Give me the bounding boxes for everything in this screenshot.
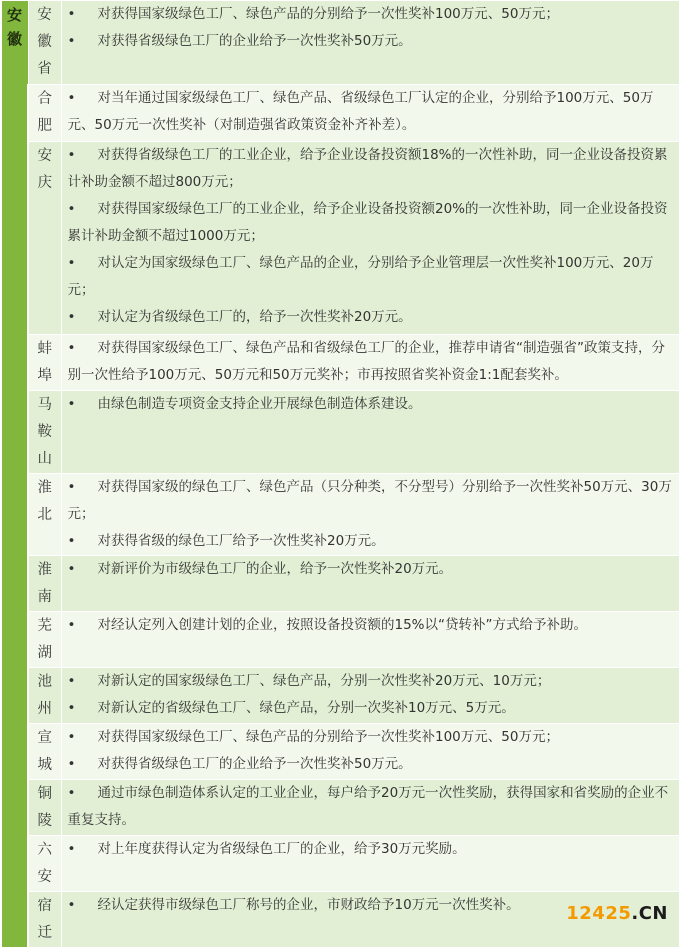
table-row <box>1 85 680 142</box>
policy-item <box>68 836 674 863</box>
policy-item <box>68 780 674 834</box>
bullet-icon: • <box>67 33 76 49</box>
city-cell <box>28 474 61 556</box>
policy-item <box>68 751 674 778</box>
table-row <box>1 668 680 724</box>
city-cell <box>28 335 61 391</box>
policy-content-cell <box>61 556 680 612</box>
policy-item-text: 对认定为国家级绿色工厂、绿色产品的企业，分别给予企业管理层一次性奖补100万元、20万元； <box>67 255 654 298</box>
bullet-icon: • <box>67 201 76 217</box>
policy-item <box>68 892 674 919</box>
policy-item <box>68 1 674 28</box>
city-cell <box>28 668 61 724</box>
city-name: 淮 南 <box>37 562 52 605</box>
city-cell <box>28 892 61 948</box>
table-row <box>1 1 680 85</box>
policy-item <box>68 335 674 389</box>
watermark-number: 12425 <box>566 903 632 924</box>
bullet-icon: • <box>67 479 76 495</box>
policy-item-text: 对新认定的省级绿色工厂、绿色产品，分别一次奖补10万元、5万元。 <box>97 700 515 716</box>
policy-item <box>68 556 674 583</box>
bullet-icon: • <box>67 147 76 163</box>
policy-item-text: 经认定获得市级绿色工厂称号的企业，市财政给予10万元一次性奖补。 <box>97 897 520 913</box>
policy-content-cell <box>61 85 680 142</box>
policy-item-text: 对获得国家级的绿色工厂、绿色产品（只分种类，不分型号）分别给予一次性奖补50万元、30万元； <box>67 479 672 522</box>
table-row <box>1 780 680 836</box>
policy-item-text: 对认定为省级绿色工厂的，给予一次性奖补20万元。 <box>97 309 412 325</box>
city-cell <box>28 85 61 142</box>
table-row <box>1 556 680 612</box>
policy-item-text: 对获得国家级绿色工厂、绿色产品的分别给予一次性奖补100万元、50万元； <box>97 729 559 745</box>
table-row <box>1 724 680 780</box>
policy-item-text: 对当年通过国家级绿色工厂、绿色产品、省级绿色工厂认定的企业，分别给予100万元、50万元、50万元一次性奖补（对制造强省政策资金补齐补差）。 <box>67 90 654 133</box>
city-cell <box>28 836 61 892</box>
watermark-domain: .CN <box>631 903 668 924</box>
bullet-icon: • <box>67 340 76 356</box>
table-row <box>1 142 680 335</box>
bullet-icon: • <box>67 561 76 577</box>
table-row <box>1 892 680 948</box>
policy-content-cell <box>61 335 680 391</box>
city-name: 铜 陵 <box>37 786 52 829</box>
city-name: 安 徽 省 <box>37 7 52 77</box>
policy-item <box>68 250 674 304</box>
policy-content-cell <box>61 1 680 85</box>
table-row <box>1 836 680 892</box>
policy-item-text: 对获得国家级绿色工厂、绿色产品和省级绿色工厂的企业，推荐申请省“制造强省”政策支持，分别一次性给予100万元、50万元和50万元奖补；市再按照省奖补资金1:1配套奖补。 <box>67 340 665 383</box>
city-name: 马 鞍 山 <box>37 397 52 467</box>
policy-content-cell <box>61 836 680 892</box>
bullet-icon: • <box>67 396 76 412</box>
city-name: 淮 北 <box>37 480 52 523</box>
city-name: 安 庆 <box>37 148 52 191</box>
policy-content-cell <box>61 391 680 474</box>
city-name: 六 安 <box>37 842 52 885</box>
policy-item <box>68 668 674 695</box>
policy-item-text: 由绿色制造专项资金支持企业开展绿色制造体系建设。 <box>97 396 422 412</box>
policy-item-text: 对获得省级绿色工厂的工业企业，给予企业设备投资额18%的一次性补助，同一企业设备投资累计补助金额不超过800万元； <box>67 147 668 190</box>
policy-item-text: 对获得国家级绿色工厂、绿色产品的分别给予一次性奖补100万元、50万元； <box>97 6 559 22</box>
city-cell <box>28 780 61 836</box>
table-row <box>1 391 680 474</box>
policy-content-cell <box>61 780 680 836</box>
bullet-icon: • <box>67 785 76 801</box>
policy-item-text: 对新认定的国家级绿色工厂、绿色产品，分别一次性奖补20万元、10万元； <box>97 673 551 689</box>
policy-item <box>68 528 674 555</box>
policy-item <box>68 612 674 639</box>
bullet-icon: • <box>67 756 76 772</box>
policy-item <box>68 724 674 751</box>
policy-item <box>68 304 674 331</box>
city-cell <box>28 142 61 335</box>
bullet-icon: • <box>67 841 76 857</box>
policy-item <box>68 28 674 55</box>
policy-item <box>68 85 674 139</box>
policy-content-cell <box>61 612 680 668</box>
policy-item <box>68 142 674 196</box>
policy-item <box>68 391 674 418</box>
policy-item-text: 对获得省级绿色工厂的企业给予一次性奖补50万元。 <box>97 33 412 49</box>
policy-content-cell <box>61 668 680 724</box>
policy-item <box>68 695 674 722</box>
city-name: 宿 迁 <box>37 898 52 941</box>
city-name: 芜 湖 <box>37 618 52 661</box>
bullet-icon: • <box>67 533 76 549</box>
policy-content-cell <box>61 474 680 556</box>
policy-content-cell <box>61 142 680 335</box>
city-name: 宣 城 <box>37 730 52 773</box>
policy-item-text: 通过市绿色制造体系认定的工业企业，每户给予20万元一次性奖励，获得国家和省奖励的企业不重复支持。 <box>67 785 669 828</box>
policy-content-cell <box>61 892 680 948</box>
table-row <box>1 612 680 668</box>
policy-item-text: 对获得省级绿色工厂的企业给予一次性奖补50万元。 <box>97 756 412 772</box>
table-row <box>1 474 680 556</box>
city-cell <box>28 556 61 612</box>
policy-item <box>68 196 674 250</box>
city-cell <box>28 391 61 474</box>
policy-item-text: 对经认定列入创建计划的企业，按照设备投资额的15%以“贷转补”方式给予补助。 <box>97 617 587 633</box>
city-cell <box>28 612 61 668</box>
bullet-icon: • <box>67 309 76 325</box>
bullet-icon: • <box>67 673 76 689</box>
policy-content-cell <box>61 724 680 780</box>
city-cell <box>28 1 61 85</box>
bullet-icon: • <box>67 90 76 106</box>
table-row <box>1 335 680 391</box>
bullet-icon: • <box>67 6 76 22</box>
bullet-icon: • <box>67 897 76 913</box>
province-cell: 安 徽 <box>1 1 28 948</box>
policy-item-text: 对新评价为市级绿色工厂的企业，给予一次性奖补20万元。 <box>97 561 453 577</box>
bullet-icon: • <box>67 700 76 716</box>
policy-item-text: 对获得省级的绿色工厂给予一次性奖补20万元。 <box>97 533 385 549</box>
policy-item-text: 对上年度获得认定为省级绿色工厂的企业，给予30万元奖励。 <box>97 841 466 857</box>
city-name: 池 州 <box>37 674 52 717</box>
policy-table-body <box>1 1 680 948</box>
city-name: 合 肥 <box>37 91 52 134</box>
bullet-icon: • <box>67 255 76 271</box>
bullet-icon: • <box>67 729 76 745</box>
bullet-icon: • <box>67 617 76 633</box>
city-cell <box>28 724 61 780</box>
policy-item-text: 对获得国家级绿色工厂的工业企业，给予企业设备投资额20%的一次性补助，同一企业设备投资累计补助金额不超过1000万元； <box>67 201 668 244</box>
city-name: 蚌 埠 <box>37 341 52 384</box>
policy-item <box>68 474 674 528</box>
